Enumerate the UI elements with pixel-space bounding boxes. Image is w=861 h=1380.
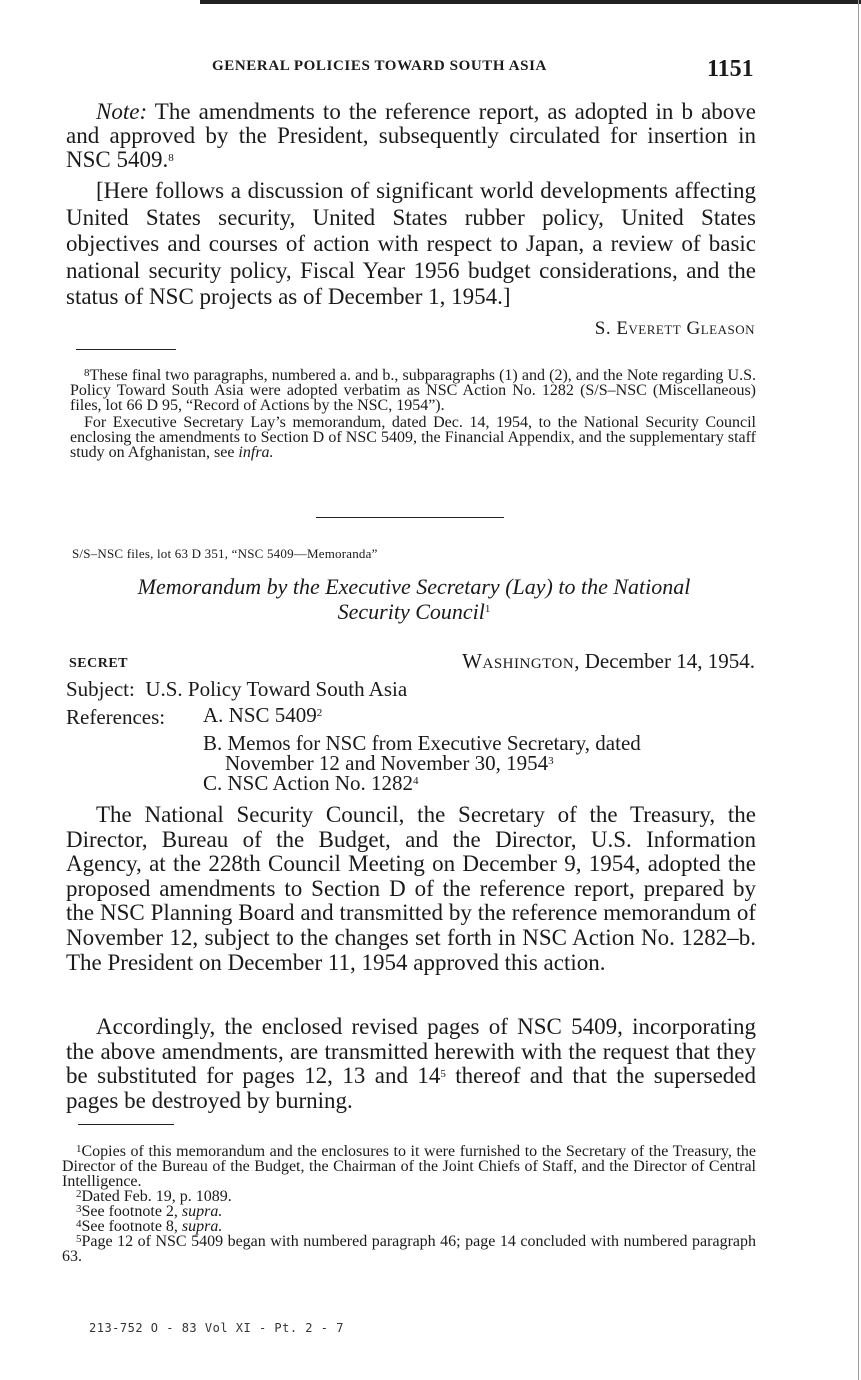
footnote-number: 4 (76, 1218, 82, 1230)
scan-edge-right (858, 0, 859, 1380)
note-text: The amendments to the reference report, as adopted in b above and approved by the President, subsequently circulated for insertion in NSC 5409. (66, 99, 756, 172)
dateline-place: Washington (462, 649, 575, 673)
printer-imprint: 213-752 O - 83 Vol XI - Pt. 2 - 7 (89, 1321, 344, 1335)
archival-source: S/S–NSC files, lot 63 D 351, “NSC 5409—Memoranda” (72, 546, 378, 561)
subject-value: U.S. Policy Toward South Asia (145, 677, 408, 701)
reference-a (203, 705, 756, 725)
footnote-text: Dated Feb. 19, p. 1089. (81, 1188, 232, 1205)
reference-text: C. NSC Action No. 1282 (203, 771, 414, 795)
footnotes (62, 1144, 756, 1264)
footnote-italic: supra. (181, 1203, 223, 1220)
document-title-line: Memorandum by the Executive Secretary (Lay) to the National (137, 574, 691, 599)
body-text: Accordingly, the enclosed revised pages of NSC 5409, incorporating the above amendments, are transmitted herewith with the request that they be substituted for pages 12, 13 and 14 (66, 1014, 756, 1089)
body-paragraph-1: The National Security Council, the Secretary of the Treasury, the Director, Bureau of the Budget, and the Director, U.S. Information Agency, at the 228th Council Meeting on December 9, 1954, adopted the proposed amendments to Section D of the reference report, prepared by the NSC Planning Board and transmitted by the reference memorandum of November 12, subject to the changes set forth in NSC Action No. 1282–b. The President on December 11, 1954 approved this action. (66, 802, 756, 975)
subject-label: Subject: (66, 677, 135, 701)
reference-text: A. NSC 5409 (203, 703, 317, 727)
footnote-number: 8 (84, 367, 90, 379)
footnote-text: See footnote 8, (81, 1218, 178, 1235)
footnote-number: 3 (76, 1203, 82, 1215)
footnote-text: Page 12 of NSC 5409 began with numbered paragraph 46; page 14 concluded with numbered paragraph 63. (62, 1233, 756, 1265)
running-head: GENERAL POLICIES TOWARD SOUTH ASIA (212, 58, 547, 74)
signature: S. Everett Gleason (594, 318, 755, 339)
section-divider (316, 517, 504, 518)
document-title-line: Security Council (337, 599, 485, 624)
body-paragraph-2 (66, 1015, 756, 1113)
reference-b (203, 733, 756, 773)
note-footnote-ref: 8 (168, 152, 174, 164)
reference-text: B. Memos for NSC from Executive Secretary, dated (203, 731, 641, 755)
footnote-italic: infra. (238, 444, 274, 461)
reference-footnote-ref: 2 (316, 707, 323, 719)
bracket-paragraph: [Here follows a discussion of significant world developments affecting United States security, United States rubber policy, United States objectives and courses of action with respect to Japan, a review of basic national security policy, Fiscal Year 1956 budget considerations, and the status of NSC projects as of December 1, 1954.] (66, 178, 756, 309)
note-label: Note: (96, 99, 148, 124)
footnote-italic: supra. (181, 1218, 223, 1235)
page-number: 1151 (707, 56, 754, 82)
footnote-text: See footnote 2, (81, 1203, 178, 1220)
subject-line (66, 677, 407, 702)
reference-footnote-ref: 4 (413, 775, 419, 787)
classification-label: SECRET (69, 656, 129, 671)
footnote-rule (78, 1124, 174, 1125)
classification (69, 648, 128, 673)
footnote-text: Copies of this memorandum and the enclosures to it were furnished to the Secretary of the Treasury, the Director of the Bureau of the Budget, the Chairman of the Joint Chiefs of Staff, and the Director of Central Intelligence. (62, 1143, 756, 1190)
footnote-number: 5 (76, 1233, 82, 1245)
document-title (72, 574, 756, 624)
references-label: References: (66, 705, 166, 729)
reference-text: November 12 and November 30, 1954 (225, 751, 549, 775)
footnote-number: 1 (76, 1143, 82, 1155)
note-paragraph (66, 100, 756, 172)
footnote-text: These final two paragraphs, numbered a. and b., subparagraphs (1) and (2), and the Note regarding U.S. Policy Toward South Asia were adopted verbatim as NSC Action No. 1282 (S/S–NSC (Miscellaneous) files, lot 66 D 95, “Record of Actions by the NSC, 1954”). (70, 367, 756, 414)
reference-footnote-ref: 3 (548, 755, 554, 767)
body-footnote-ref: 5 (440, 1068, 446, 1081)
footnote-rule (76, 349, 176, 350)
footnote-text: For Executive Secretary Lay’s memorandum, dated Dec. 14, 1954, to the National Security Council enclosing the amendments to Section D of NSC 5409, the Financial Appendix, and the supplementary staff study on Afghanistan, see (70, 414, 756, 461)
footnote-8 (70, 368, 756, 460)
title-footnote-ref: 1 (484, 603, 491, 615)
dateline (462, 649, 755, 674)
footnote-number: 2 (76, 1188, 82, 1200)
dateline-date: , December 14, 1954. (574, 649, 755, 673)
body-text: thereof and that the superseded pages be destroyed by burning. (66, 1063, 756, 1113)
reference-c (203, 773, 756, 793)
scan-edge-top (200, 0, 861, 4)
